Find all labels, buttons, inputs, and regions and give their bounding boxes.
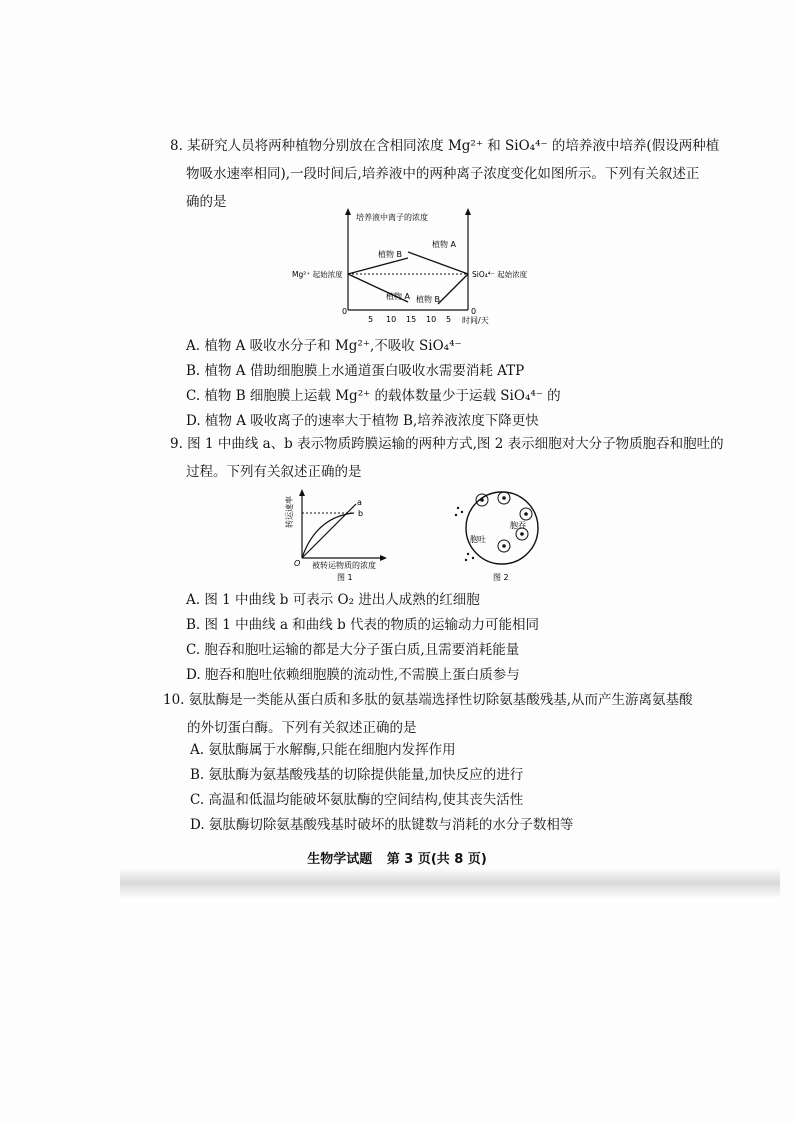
question-10-stem (163, 686, 763, 742)
q9-fig1-label-b: b (358, 509, 364, 518)
q8-x-tick-2: 10 (386, 315, 397, 324)
q9-fig1-y-title: 转运速率 (285, 496, 294, 528)
q8-option-b: B. 植物 A 借助细胞膜上水通道蛋白吸收水需要消耗 ATP (186, 363, 525, 379)
scan-shadow (120, 868, 780, 898)
q9-option-a: A. 图 1 中曲线 b 可表示 O₂ 进出人成熟的红细胞 (186, 592, 480, 608)
q8-right-label: SiO₄⁴⁻ 起始浓度 (472, 270, 528, 279)
q8-option-c: C. 植物 B 细胞膜上运载 Mg²⁺ 的载体数量少于运载 SiO₄⁴⁻ 的 (186, 388, 561, 404)
q10-option-b: B. 氨肽酶为氨基酸残基的切除提供能量,加快反应的进行 (190, 767, 524, 783)
q8-x-tick-4: 10 (426, 315, 437, 324)
q9-line1: 9. 图 1 中曲线 a、b 表示物质跨膜运输的两种方式,图 2 表示细胞对大分子物质胞吞和胞吐的 (170, 436, 724, 452)
q8-y-axis-title: 培养液中离子的浓度 (356, 213, 428, 222)
page-footer (0, 848, 794, 867)
q9-option-d: D. 胞吞和胞吐依赖细胞膜的流动性,不需膜上蛋白质参与 (186, 667, 520, 683)
q8-mg-plant-b-line (348, 258, 408, 274)
footer-subject: 生物学试题 (307, 852, 373, 867)
q8-si-plant-b-line (438, 274, 468, 304)
q8-line2: 物吸水速率相同),一段时间后,培养液中的两种离子浓度变化如图所示。下列有关叙述正 (186, 166, 700, 182)
q9-fig1-label-a: a (357, 498, 362, 507)
q9-fig1-x-title: 被转运物质的浓度 (312, 561, 376, 570)
q10-option-d: D. 氨肽酶切除氨基酸残基时破坏的肽键数与消耗的水分子数相等 (190, 817, 574, 833)
q9-figure-1 (282, 488, 412, 584)
q9-line2: 过程。下列有关叙述正确的是 (186, 464, 362, 480)
q9-figure-2 (448, 488, 558, 584)
question-9-stem (170, 430, 770, 486)
q8-option-d: D. 植物 A 吸收离子的速率大于植物 B,培养液浓度下降更快 (186, 413, 539, 429)
q8-x-tick-3: 15 (406, 315, 417, 324)
q9-fig2-label-in: 胞吞 (510, 521, 526, 530)
q8-plant-a-top: 植物 A (432, 240, 457, 249)
q8-plant-b-top: 植物 B (378, 250, 403, 259)
q8-plant-b-bottom: 植物 B (416, 295, 441, 304)
q8-plant-a-bottom: 植物 A (386, 292, 411, 301)
q9-fig1-origin: O (294, 559, 301, 568)
q9-fig2-label-out: 胞吐 (470, 535, 486, 544)
q9-fig1-caption: 图 1 (337, 573, 353, 582)
q8-si-plant-a-line (408, 252, 468, 274)
q10-option-a: A. 氨肽酶属于水解酶,只能在细胞内发挥作用 (190, 742, 456, 758)
q9-option-b: B. 图 1 中曲线 a 和曲线 b 代表的物质的运输动力可能相同 (186, 617, 540, 633)
footer-page-number: 第 3 页(共 8 页) (386, 852, 487, 867)
q10-line2: 的外切蛋白酶。下列有关叙述正确的是 (187, 720, 417, 736)
q9-fig2-caption: 图 2 (493, 573, 509, 582)
q8-x-tick-1: 5 (368, 315, 374, 324)
question-8-stem (170, 132, 770, 216)
q8-x-tick-5: 5 (446, 315, 452, 324)
q8-line3: 确的是 (186, 194, 227, 210)
q10-option-c: C. 高温和低温均能破坏氨肽酶的空间结构,使其丧失活性 (190, 792, 524, 808)
q10-line1: 10. 氨肽酶是一类能从蛋白质和多肽的氨基端选择性切除氨基酸残基,从而产生游离氨基酸 (163, 692, 693, 708)
q8-origin-right: 0 (471, 307, 477, 316)
q8-line1: 8. 某研究人员将两种植物分别放在含相同浓度 Mg²⁺ 和 SiO₄⁴⁻ 的培养液中培养(假设两种植 (170, 138, 720, 154)
q9-curve-a (302, 504, 356, 558)
q9-option-c: C. 胞吞和胞吐运输的都是大分子蛋白质,且需要消耗能量 (186, 642, 520, 658)
q8-option-a: A. 植物 A 吸收水分子和 Mg²⁺,不吸收 SiO₄⁴⁻ (186, 338, 462, 354)
q8-x-axis-title: 时间/天 (462, 316, 489, 325)
q9-curve-b (302, 513, 354, 558)
q8-left-label: Mg²⁺ 起始浓度 (292, 270, 343, 279)
q8-origin-left: 0 (342, 307, 348, 316)
q8-figure (290, 206, 528, 328)
